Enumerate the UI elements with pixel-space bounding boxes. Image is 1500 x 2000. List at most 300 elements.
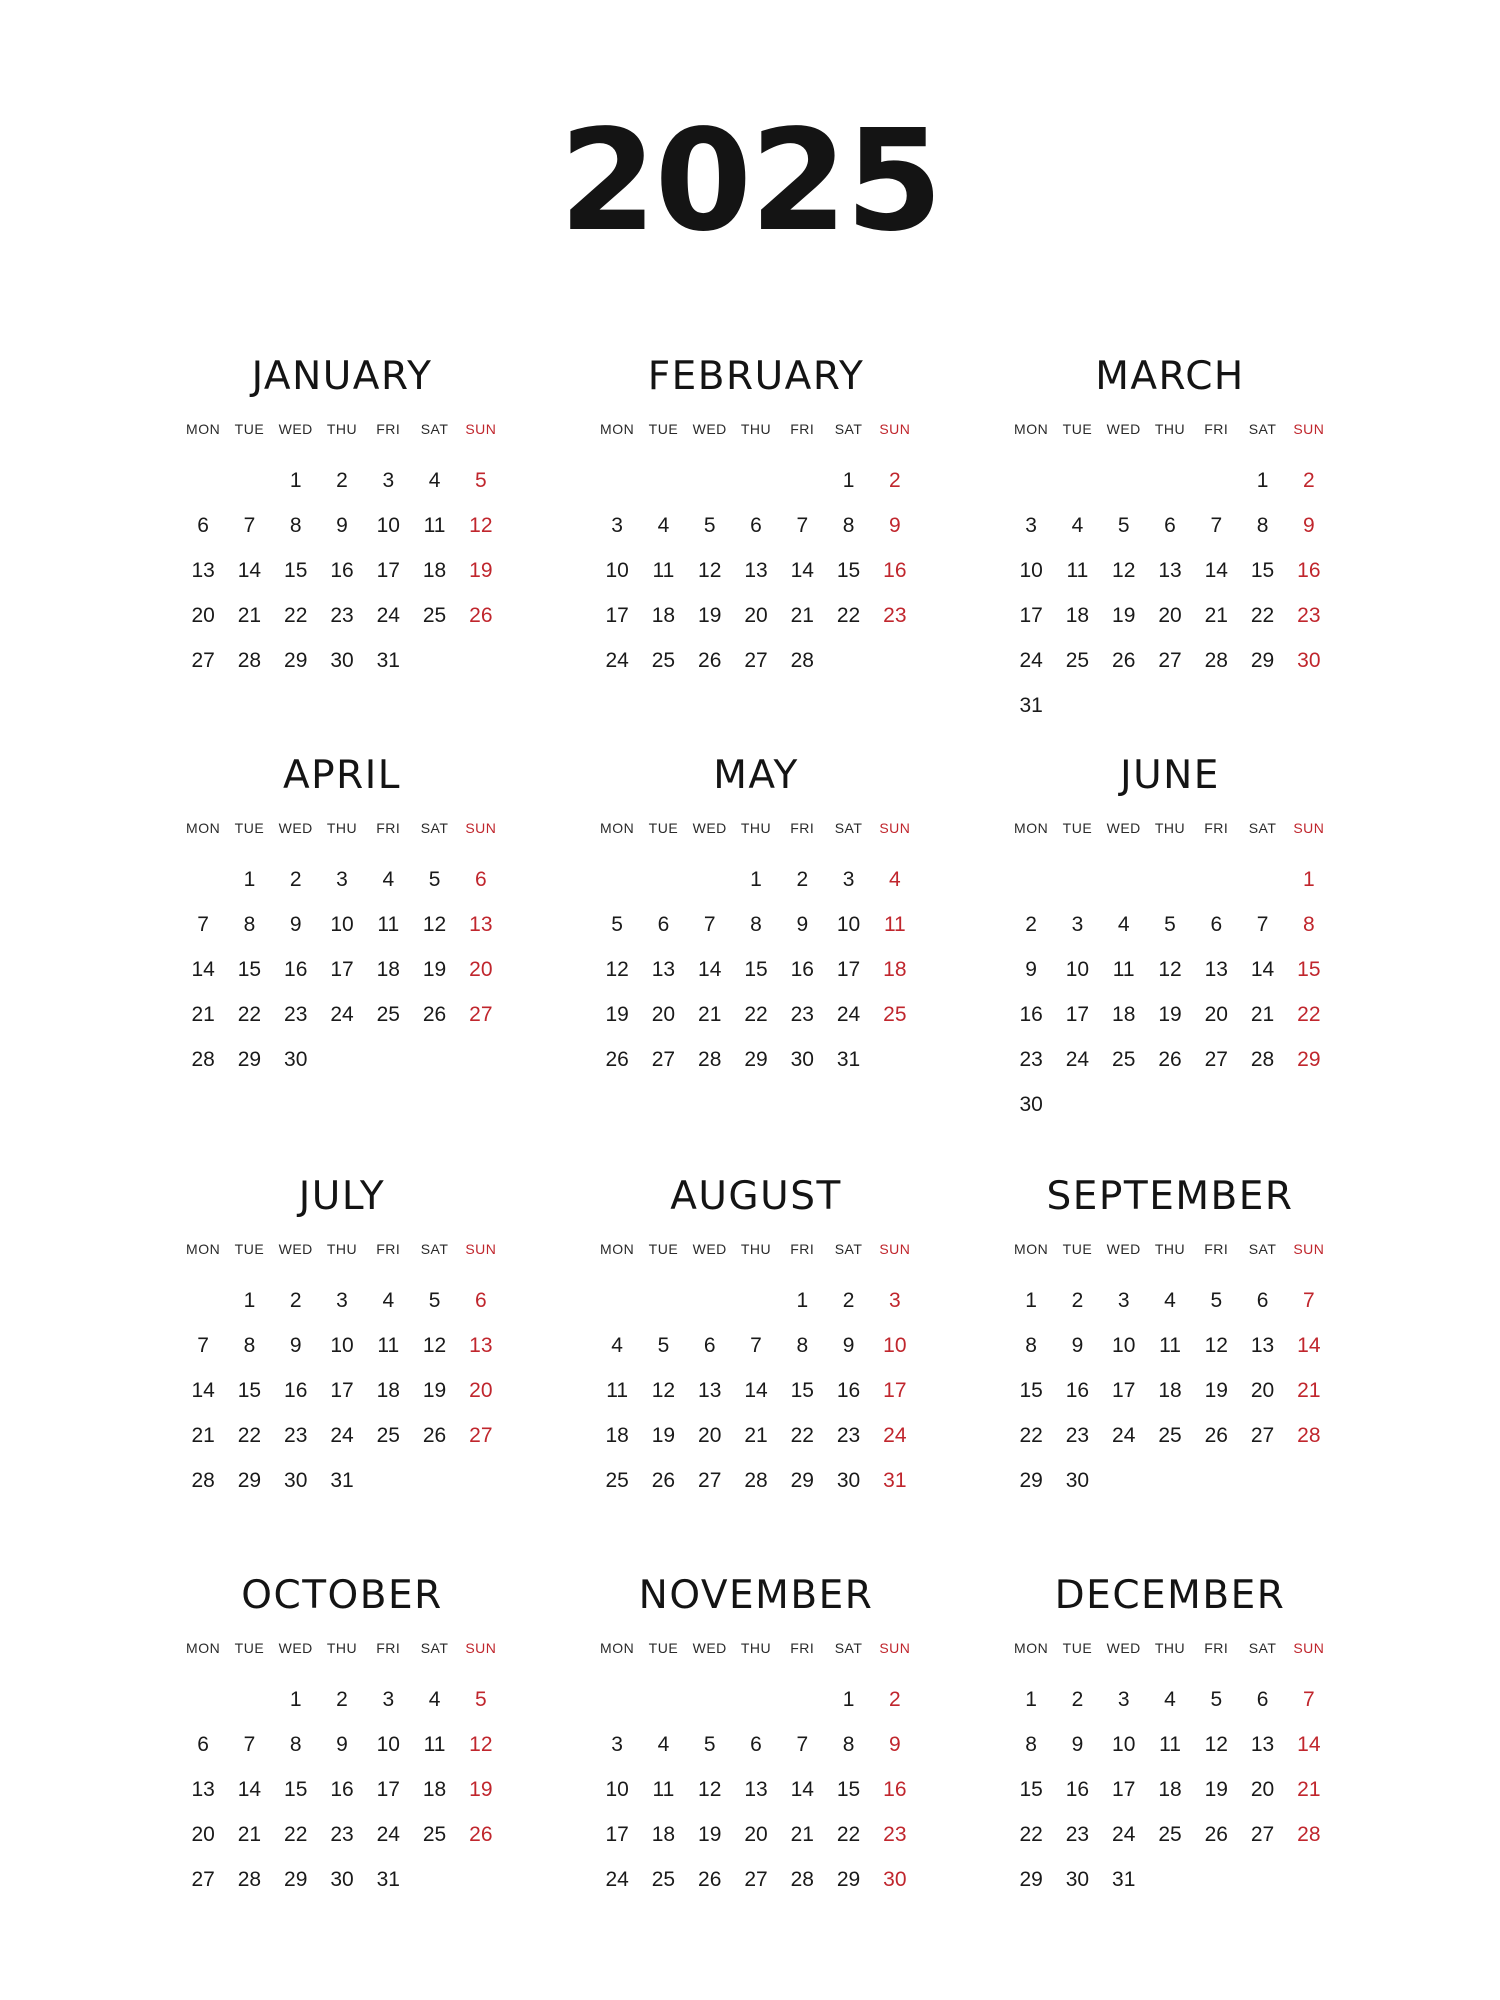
weekday-label-sat: SAT [1248, 1241, 1277, 1257]
weekday-label-fri: FRI [790, 421, 815, 437]
weekday-label-fri: FRI [376, 1640, 401, 1656]
day-cell: 7 [1303, 1688, 1315, 1711]
day-cell: 25 [605, 1469, 629, 1492]
day-cell: 31 [836, 1048, 861, 1071]
day-cell: 20 [744, 604, 768, 627]
day-cell: 27 [744, 649, 768, 672]
day-cell: 5 [1117, 514, 1130, 537]
days-grid [1008, 857, 1332, 1127]
weekday-label-tue: TUE [234, 820, 265, 836]
day-cell: 3 [382, 1688, 395, 1711]
empty-cell [594, 1278, 640, 1323]
day-cell: 15 [790, 1379, 814, 1402]
month-name: MARCH [1095, 354, 1245, 399]
day-cell: 5 [475, 1688, 487, 1711]
day-cell: 24 [1112, 1424, 1136, 1447]
day-cell: 25 [376, 1424, 400, 1447]
day-cell: 13 [744, 559, 768, 582]
month-september [1008, 1172, 1332, 1503]
weekday-label-fri: FRI [376, 421, 401, 437]
day-cell: 31 [376, 1868, 400, 1891]
day-cell: 22 [237, 1424, 262, 1447]
weekday-label-sun: SUN [879, 1640, 911, 1656]
weekday-label-mon: MON [600, 1241, 635, 1257]
day-cell: 8 [289, 514, 302, 537]
day-cell: 1 [243, 1289, 256, 1312]
day-cell: 11 [1159, 1733, 1181, 1756]
day-cell: 9 [289, 913, 302, 936]
day-cell: 13 [651, 958, 676, 981]
day-cell: 7 [243, 1733, 256, 1756]
day-cell: 13 [1204, 958, 1228, 981]
day-cell: 21 [1250, 1003, 1275, 1026]
day-cell: 21 [1204, 604, 1228, 627]
day-cell: 18 [883, 958, 907, 981]
day-cell: 16 [330, 1778, 354, 1801]
day-cell: 27 [469, 1003, 493, 1026]
day-cell: 16 [883, 1778, 907, 1801]
weekday-label-sat: SAT [420, 1640, 449, 1656]
day-cell: 6 [197, 514, 209, 537]
month-july [180, 1172, 504, 1503]
weekday-label-sun: SUN [1293, 820, 1325, 836]
days-grid [1008, 458, 1332, 728]
day-cell: 14 [1297, 1334, 1321, 1357]
weekday-label-fri: FRI [376, 1241, 401, 1257]
day-cell: 4 [889, 868, 901, 891]
weekday-header [594, 1222, 918, 1264]
day-cell: 5 [1210, 1688, 1223, 1711]
weekday-label-mon: MON [186, 1241, 221, 1257]
day-cell: 3 [336, 1289, 348, 1312]
day-cell: 17 [1112, 1379, 1136, 1402]
day-cell: 21 [237, 1823, 262, 1846]
day-cell: 25 [651, 1868, 676, 1891]
day-cell: 28 [1204, 649, 1228, 672]
day-cell: 6 [750, 514, 762, 537]
day-cell: 7 [1210, 514, 1223, 537]
day-cell: 24 [1112, 1823, 1136, 1846]
day-cell: 23 [883, 604, 907, 627]
day-cell: 7 [796, 514, 809, 537]
day-cell: 12 [422, 1334, 447, 1357]
day-cell: 27 [651, 1048, 676, 1071]
day-cell: 13 [191, 559, 215, 582]
day-cell: 1 [1025, 1289, 1037, 1312]
day-cell: 14 [237, 559, 262, 582]
day-cell: 22 [1019, 1424, 1043, 1447]
day-cell: 4 [428, 469, 441, 492]
day-cell: 2 [336, 469, 348, 492]
day-cell: 3 [382, 469, 395, 492]
day-cell: 8 [1025, 1733, 1037, 1756]
day-cell: 16 [836, 1379, 861, 1402]
day-cell: 24 [605, 1868, 629, 1891]
day-cell: 13 [1250, 1334, 1275, 1357]
day-cell: 1 [289, 469, 302, 492]
weekday-label-tue: TUE [234, 1640, 265, 1656]
day-cell: 30 [1297, 649, 1321, 672]
day-cell: 3 [842, 868, 855, 891]
day-cell: 15 [1297, 958, 1321, 981]
day-cell: 8 [1256, 514, 1269, 537]
day-cell: 28 [1297, 1823, 1321, 1846]
day-cell: 14 [1250, 958, 1275, 981]
day-cell: 21 [1297, 1778, 1321, 1801]
day-cell: 5 [657, 1334, 670, 1357]
month-march [1008, 352, 1332, 728]
weekday-label-fri: FRI [1204, 421, 1229, 437]
empty-cell [1193, 857, 1239, 902]
day-cell: 18 [1112, 1003, 1136, 1026]
day-cell: 1 [1025, 1688, 1037, 1711]
day-cell: 4 [657, 514, 670, 537]
empty-cell [640, 1278, 686, 1323]
day-cell: 3 [889, 1289, 901, 1312]
weekday-label-tue: TUE [1062, 1640, 1093, 1656]
weekday-label-mon: MON [186, 820, 221, 836]
day-cell: 4 [428, 1688, 441, 1711]
weekday-label-tue: TUE [1062, 1241, 1093, 1257]
day-cell: 6 [1164, 514, 1176, 537]
day-cell: 12 [605, 958, 629, 981]
weekday-header [1008, 402, 1332, 444]
day-cell: 8 [1025, 1334, 1037, 1357]
day-cell: 27 [1204, 1048, 1228, 1071]
day-cell: 1 [842, 1688, 855, 1711]
day-cell: 1 [796, 1289, 809, 1312]
day-cell: 4 [382, 868, 395, 891]
day-cell: 24 [836, 1003, 861, 1026]
day-cell: 29 [1019, 1469, 1043, 1492]
day-cell: 15 [1019, 1778, 1043, 1801]
weekday-label-thu: THU [1154, 1640, 1186, 1656]
day-cell: 7 [197, 913, 209, 936]
day-cell: 11 [652, 559, 675, 582]
day-cell: 7 [796, 1733, 809, 1756]
day-cell: 22 [284, 604, 308, 627]
weekday-label-tue: TUE [1062, 421, 1093, 437]
weekday-label-thu: THU [740, 421, 772, 437]
day-cell: 9 [336, 514, 348, 537]
day-cell: 10 [330, 913, 354, 936]
empty-cell [1054, 857, 1100, 902]
day-cell: 10 [376, 514, 400, 537]
day-cell: 23 [1019, 1048, 1043, 1071]
day-cell: 29 [744, 1048, 768, 1071]
weekday-header [1008, 801, 1332, 843]
day-cell: 22 [836, 1823, 861, 1846]
weekday-label-mon: MON [600, 1640, 635, 1656]
weekday-label-wed: WED [1106, 820, 1141, 836]
empty-cell [180, 458, 226, 503]
day-cell: 7 [243, 514, 256, 537]
day-cell: 30 [836, 1469, 861, 1492]
day-cell: 10 [1112, 1334, 1136, 1357]
empty-cell [640, 857, 686, 902]
day-cell: 16 [1297, 559, 1321, 582]
day-cell: 10 [330, 1334, 354, 1357]
day-cell: 5 [1164, 913, 1176, 936]
day-cell: 25 [1158, 1424, 1182, 1447]
weekday-label-fri: FRI [790, 1640, 815, 1656]
weekday-label-fri: FRI [790, 1241, 815, 1257]
day-cell: 15 [836, 1778, 861, 1801]
weekday-label-thu: THU [326, 421, 358, 437]
day-cell: 28 [237, 1868, 262, 1891]
day-cell: 6 [475, 868, 487, 891]
day-cell: 21 [790, 1823, 814, 1846]
day-cell: 27 [744, 1868, 768, 1891]
day-cell: 22 [237, 1003, 262, 1026]
day-cell: 14 [191, 1379, 215, 1402]
day-cell: 12 [1158, 958, 1182, 981]
day-cell: 12 [1112, 559, 1136, 582]
day-cell: 8 [842, 514, 855, 537]
day-cell: 23 [836, 1424, 861, 1447]
day-cell: 25 [1112, 1048, 1136, 1071]
empty-cell [226, 1677, 272, 1722]
month-name: JULY [298, 1174, 386, 1219]
day-cell: 19 [651, 1424, 676, 1447]
weekday-label-sat: SAT [420, 421, 449, 437]
day-cell: 29 [1297, 1048, 1321, 1071]
day-cell: 2 [889, 469, 901, 492]
weekday-header [1008, 1222, 1332, 1264]
day-cell: 8 [796, 1334, 809, 1357]
day-cell: 22 [1019, 1823, 1043, 1846]
day-cell: 13 [469, 1334, 493, 1357]
day-cell: 15 [744, 958, 768, 981]
day-cell: 9 [889, 1733, 901, 1756]
day-cell: 10 [1112, 1733, 1136, 1756]
weekday-label-tue: TUE [648, 820, 679, 836]
day-cell: 22 [836, 604, 861, 627]
weekday-label-wed: WED [278, 1640, 313, 1656]
day-cell: 16 [284, 1379, 308, 1402]
day-cell: 30 [1065, 1469, 1090, 1492]
day-cell: 15 [284, 559, 308, 582]
day-cell: 30 [1019, 1093, 1043, 1116]
weekday-label-sun: SUN [1293, 1241, 1325, 1257]
day-cell: 28 [1250, 1048, 1275, 1071]
day-cell: 17 [883, 1379, 907, 1402]
day-cell: 5 [703, 514, 716, 537]
days-grid [1008, 1677, 1332, 1902]
day-cell: 2 [889, 1688, 901, 1711]
weekday-header [180, 402, 504, 444]
day-cell: 15 [284, 1778, 308, 1801]
day-cell: 30 [330, 649, 354, 672]
month-august [594, 1172, 918, 1503]
day-cell: 20 [1158, 604, 1182, 627]
day-cell: 24 [883, 1424, 907, 1447]
weekday-label-tue: TUE [648, 421, 679, 437]
day-cell: 10 [376, 1733, 400, 1756]
day-cell: 23 [1065, 1424, 1090, 1447]
empty-cell [180, 857, 226, 902]
day-cell: 13 [744, 1778, 768, 1801]
day-cell: 25 [422, 1823, 447, 1846]
month-name: NOVEMBER [638, 1573, 874, 1618]
day-cell: 20 [469, 958, 493, 981]
day-cell: 14 [790, 559, 814, 582]
day-cell: 18 [422, 1778, 447, 1801]
day-cell: 5 [475, 469, 487, 492]
day-cell: 2 [336, 1688, 348, 1711]
weekday-label-mon: MON [1014, 1640, 1049, 1656]
day-cell: 24 [1065, 1048, 1090, 1071]
day-cell: 20 [1250, 1778, 1275, 1801]
month-december [1008, 1571, 1332, 1902]
day-cell: 21 [237, 604, 262, 627]
day-cell: 14 [191, 958, 215, 981]
day-cell: 20 [191, 604, 215, 627]
day-cell: 24 [1019, 649, 1043, 672]
day-cell: 25 [1065, 649, 1090, 672]
empty-cell [640, 458, 686, 503]
weekday-label-sun: SUN [465, 1640, 497, 1656]
day-cell: 10 [836, 913, 861, 936]
day-cell: 28 [191, 1048, 215, 1071]
weekday-label-tue: TUE [1062, 820, 1093, 836]
day-cell: 17 [1065, 1003, 1090, 1026]
day-cell: 7 [750, 1334, 762, 1357]
day-cell: 1 [243, 868, 256, 891]
day-cell: 17 [1019, 604, 1043, 627]
weekday-header [1008, 1621, 1332, 1663]
days-grid [594, 1278, 918, 1503]
empty-cell [1008, 458, 1054, 503]
day-cell: 18 [422, 559, 447, 582]
day-cell: 2 [1025, 913, 1037, 936]
empty-cell [687, 857, 733, 902]
day-cell: 12 [1204, 1334, 1228, 1357]
day-cell: 25 [651, 649, 676, 672]
day-cell: 21 [790, 604, 814, 627]
days-grid [594, 857, 918, 1082]
empty-cell [1054, 458, 1100, 503]
weekday-label-fri: FRI [376, 820, 401, 836]
weekday-label-thu: THU [740, 1241, 772, 1257]
day-cell: 13 [1250, 1733, 1275, 1756]
day-cell: 8 [750, 913, 762, 936]
day-cell: 26 [469, 604, 493, 627]
day-cell: 7 [1256, 913, 1269, 936]
day-cell: 16 [1065, 1778, 1090, 1801]
day-cell: 23 [330, 604, 354, 627]
weekday-label-thu: THU [740, 820, 772, 836]
day-cell: 9 [889, 514, 901, 537]
day-cell: 12 [651, 1379, 676, 1402]
day-cell: 29 [1250, 649, 1275, 672]
day-cell: 3 [611, 1733, 623, 1756]
day-cell: 11 [652, 1778, 675, 1801]
weekday-label-wed: WED [1106, 421, 1141, 437]
weekday-label-sat: SAT [1248, 421, 1277, 437]
day-cell: 30 [883, 1868, 907, 1891]
day-cell: 27 [191, 649, 215, 672]
day-cell: 20 [469, 1379, 493, 1402]
weekday-label-fri: FRI [1204, 1241, 1229, 1257]
day-cell: 11 [423, 514, 446, 537]
day-cell: 17 [605, 604, 629, 627]
day-cell: 13 [191, 1778, 215, 1801]
day-cell: 4 [1164, 1289, 1176, 1312]
day-cell: 31 [1112, 1868, 1136, 1891]
day-cell: 11 [883, 913, 906, 936]
day-cell: 5 [611, 913, 623, 936]
day-cell: 13 [1158, 559, 1182, 582]
day-cell: 12 [698, 1778, 722, 1801]
day-cell: 16 [284, 958, 308, 981]
day-cell: 10 [605, 1778, 629, 1801]
day-cell: 1 [842, 469, 855, 492]
day-cell: 29 [836, 1868, 861, 1891]
day-cell: 14 [698, 958, 722, 981]
day-cell: 18 [1158, 1379, 1182, 1402]
day-cell: 2 [1071, 1289, 1084, 1312]
day-cell: 12 [1204, 1733, 1228, 1756]
day-cell: 21 [1297, 1379, 1321, 1402]
day-cell: 26 [651, 1469, 676, 1492]
weekday-header [180, 1621, 504, 1663]
day-cell: 1 [1303, 868, 1315, 891]
day-cell: 3 [1117, 1289, 1130, 1312]
weekday-label-wed: WED [278, 421, 313, 437]
day-cell: 24 [330, 1003, 354, 1026]
day-cell: 31 [376, 649, 400, 672]
weekday-label-wed: WED [692, 1241, 727, 1257]
day-cell: 23 [284, 1003, 308, 1026]
day-cell: 8 [243, 1334, 256, 1357]
day-cell: 17 [1112, 1778, 1136, 1801]
days-grid [180, 458, 504, 683]
day-cell: 6 [750, 1733, 762, 1756]
day-cell: 1 [1256, 469, 1269, 492]
weekday-label-sun: SUN [879, 421, 911, 437]
day-cell: 9 [1071, 1334, 1084, 1357]
day-cell: 12 [422, 913, 447, 936]
weekday-label-mon: MON [186, 421, 221, 437]
day-cell: 10 [605, 559, 629, 582]
day-cell: 21 [744, 1424, 768, 1447]
days-grid [180, 1278, 504, 1503]
day-cell: 11 [377, 913, 400, 936]
weekday-label-fri: FRI [1204, 820, 1229, 836]
day-cell: 31 [1019, 694, 1043, 717]
day-cell: 28 [744, 1469, 768, 1492]
day-cell: 1 [289, 1688, 302, 1711]
weekday-header [180, 1222, 504, 1264]
day-cell: 7 [1303, 1289, 1315, 1312]
day-cell: 29 [1019, 1868, 1043, 1891]
day-cell: 15 [836, 559, 861, 582]
day-cell: 15 [1250, 559, 1275, 582]
day-cell: 13 [469, 913, 493, 936]
day-cell: 30 [1065, 1868, 1090, 1891]
empty-cell [1147, 458, 1193, 503]
day-cell: 11 [606, 1379, 629, 1402]
day-cell: 26 [1112, 649, 1136, 672]
empty-cell [594, 857, 640, 902]
month-name: AUGUST [670, 1174, 842, 1219]
weekday-label-tue: TUE [648, 1640, 679, 1656]
day-cell: 22 [1250, 604, 1275, 627]
day-cell: 18 [605, 1424, 629, 1447]
day-cell: 20 [651, 1003, 676, 1026]
day-cell: 16 [1019, 1003, 1043, 1026]
